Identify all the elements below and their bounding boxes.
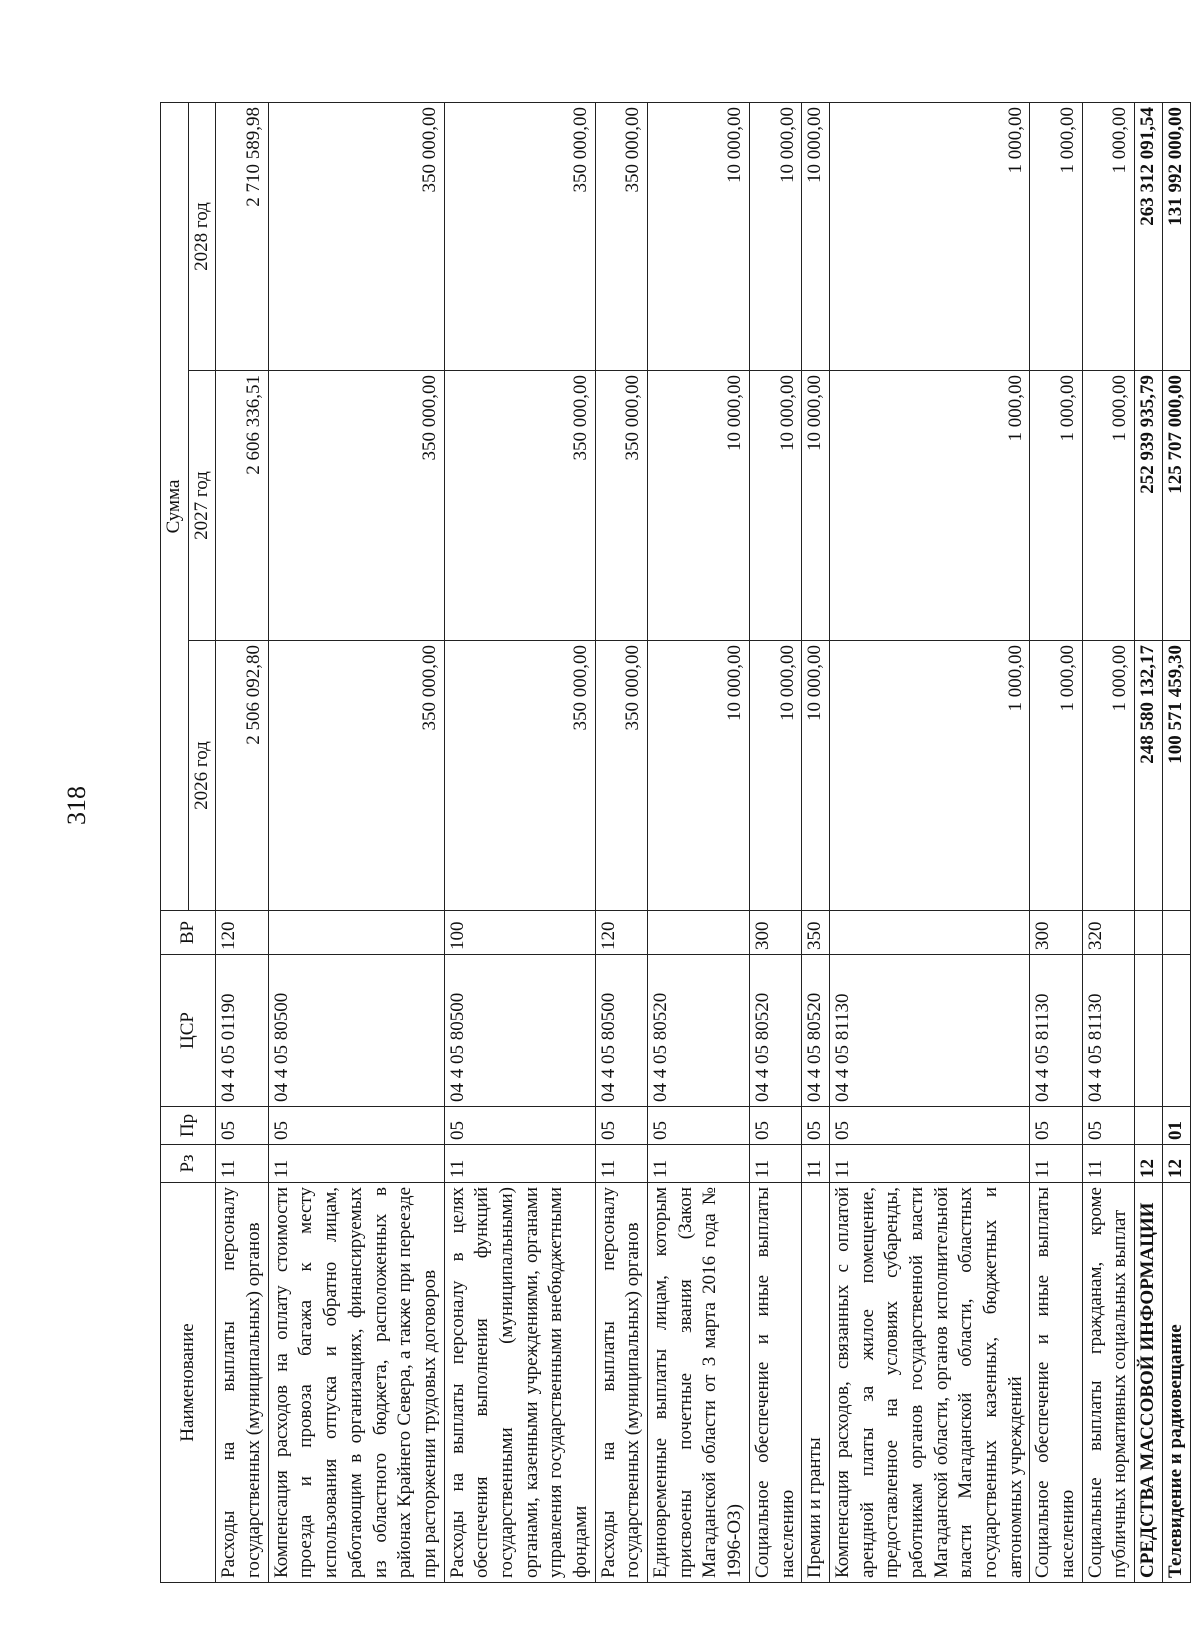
table-cell-2026: 350 000,00 xyxy=(444,641,595,911)
table-cell-2028: 350 000,00 xyxy=(595,103,647,371)
table-cell-2026: 2 506 092,80 xyxy=(216,641,268,911)
table-cell-csr xyxy=(1162,955,1190,1107)
header-2028: 2028 год xyxy=(188,103,216,371)
table-cell-rz: 11 xyxy=(216,1145,268,1183)
table-cell-pr: 05 xyxy=(595,1107,647,1145)
table-cell-rz: 11 xyxy=(829,1145,1030,1183)
table-cell-vr: 120 xyxy=(595,911,647,955)
header-2027: 2027 год xyxy=(188,371,216,641)
table-cell-csr: 04 4 05 81130 xyxy=(829,955,1030,1107)
table-cell-2027: 252 939 935,79 xyxy=(1135,371,1163,641)
table-cell-rz: 11 xyxy=(1030,1145,1082,1183)
table-cell-pr: 05 xyxy=(268,1107,444,1145)
table-cell-rz: 11 xyxy=(749,1145,801,1183)
table-cell-pr: 05 xyxy=(648,1107,750,1145)
table-cell-2027: 125 707 000,00 xyxy=(1162,371,1190,641)
table-row xyxy=(1082,103,1134,1583)
table-cell-rz: 12 xyxy=(1162,1145,1190,1183)
table-cell-2027: 1 000,00 xyxy=(1082,371,1134,641)
table-cell-pr: 05 xyxy=(1082,1107,1134,1145)
table-cell-rz: 11 xyxy=(802,1145,830,1183)
table-cell-2027: 1 000,00 xyxy=(1030,371,1082,641)
table-cell-vr: 350 xyxy=(802,911,830,955)
table-cell-csr: 04 4 05 01190 xyxy=(216,955,268,1107)
table-cell-2028: 10 000,00 xyxy=(802,103,830,371)
table-body xyxy=(216,103,1190,1583)
table-cell-2026: 10 000,00 xyxy=(648,641,750,911)
table-cell-vr xyxy=(268,911,444,955)
table-cell-2026: 1 000,00 xyxy=(1030,641,1082,911)
table-cell-name: Социальное обеспечение и иные выплаты населению xyxy=(1030,1183,1082,1583)
table-cell-name: Расходы на выплаты персоналу в целях обеспечения выполнения функций государственными (муниципальными) органами, казенными учреждениями, органами управления государственными внебюджетными фондами xyxy=(444,1183,595,1583)
table-cell-name: Компенсация расходов, связанных с оплатой арендной платы за жилое помещение, предоставленное на условиях субаренды, работникам органов государственной власти Магаданской области, органов исполнительной власти Магаданской области, областных государственных казенных, бюджетных и автономных учреждений xyxy=(829,1183,1030,1583)
table-row xyxy=(648,103,750,1583)
table-cell-2028: 350 000,00 xyxy=(268,103,444,371)
table-cell-name: Социальное обеспечение и иные выплаты населению xyxy=(749,1183,801,1583)
table-cell-rz: 11 xyxy=(268,1145,444,1183)
table-cell-2026: 1 000,00 xyxy=(1082,641,1134,911)
table-cell-csr: 04 4 05 80500 xyxy=(268,955,444,1107)
table-cell-2027: 1 000,00 xyxy=(829,371,1030,641)
table-cell-csr: 04 4 05 81130 xyxy=(1030,955,1082,1107)
table-cell-pr: 05 xyxy=(829,1107,1030,1145)
header-name: Наименование xyxy=(161,1183,216,1583)
table-cell-name: Расходы на выплаты персоналу государственных (муниципальных) органов xyxy=(216,1183,268,1583)
table-cell-name: СРЕДСТВА МАССОВОЙ ИНФОРМАЦИИ xyxy=(1135,1183,1163,1583)
table-cell-2028: 2 710 589,98 xyxy=(216,103,268,371)
table-cell-2026: 10 000,00 xyxy=(749,641,801,911)
header-sum: Сумма xyxy=(161,103,189,911)
table-cell-2027: 10 000,00 xyxy=(802,371,830,641)
table-cell-pr: 05 xyxy=(444,1107,595,1145)
table-row xyxy=(1030,103,1082,1583)
table-cell-csr: 04 4 05 80520 xyxy=(648,955,750,1107)
table-cell-2027: 2 606 336,51 xyxy=(216,371,268,641)
table-cell-csr: 04 4 05 80500 xyxy=(444,955,595,1107)
budget-table xyxy=(160,102,1191,1583)
table-cell-vr: 120 xyxy=(216,911,268,955)
table-cell-2027: 10 000,00 xyxy=(648,371,750,641)
table-cell-2026: 350 000,00 xyxy=(595,641,647,911)
table-cell-2028: 10 000,00 xyxy=(648,103,750,371)
table-cell-vr: 100 xyxy=(444,911,595,955)
table-cell-vr: 320 xyxy=(1082,911,1134,955)
table-cell-pr: 05 xyxy=(216,1107,268,1145)
table-cell-2028: 1 000,00 xyxy=(829,103,1030,371)
table-cell-csr: 04 4 05 80520 xyxy=(802,955,830,1107)
table-cell-vr xyxy=(829,911,1030,955)
table-row xyxy=(268,103,444,1583)
table-cell-pr: 05 xyxy=(749,1107,801,1145)
table-cell-2028: 263 312 091,54 xyxy=(1135,103,1163,371)
table-cell-2026: 350 000,00 xyxy=(268,641,444,911)
table-cell-csr: 04 4 05 81130 xyxy=(1082,955,1134,1107)
table-cell-pr: 05 xyxy=(802,1107,830,1145)
table-cell-vr xyxy=(648,911,750,955)
table-cell-name: Расходы на выплаты персоналу государственных (муниципальных) органов xyxy=(595,1183,647,1583)
table-cell-csr xyxy=(1135,955,1163,1107)
page-number: 318 xyxy=(62,786,91,825)
table-row xyxy=(216,103,268,1583)
table-cell-name: Компенсация расходов на оплату стоимости проезда и провоза багажа к месту использования отпуска и обратно лицам, работающим в организациях, финансируемых из областного бюджета, расположенных в районах Крайнего Севера, а также при переезде при расторжении трудовых договоров xyxy=(268,1183,444,1583)
table-cell-2028: 1 000,00 xyxy=(1030,103,1082,371)
table-cell-2027: 350 000,00 xyxy=(268,371,444,641)
table-cell-pr: 05 xyxy=(1030,1107,1082,1145)
table-cell-pr: 01 xyxy=(1162,1107,1190,1145)
table-cell-2026: 248 580 132,17 xyxy=(1135,641,1163,911)
table-cell-2026: 10 000,00 xyxy=(802,641,830,911)
table-cell-vr xyxy=(1135,911,1163,955)
table-cell-pr xyxy=(1135,1107,1163,1145)
header-pr: Пр xyxy=(161,1107,216,1145)
table-cell-rz: 11 xyxy=(595,1145,647,1183)
table-cell-2027: 350 000,00 xyxy=(595,371,647,641)
table-cell-name: Социальные выплаты гражданам, кроме публичных нормативных социальных выплат xyxy=(1082,1183,1134,1583)
table-cell-2026: 1 000,00 xyxy=(829,641,1030,911)
table-cell-2027: 350 000,00 xyxy=(444,371,595,641)
table-cell-2026: 100 571 459,30 xyxy=(1162,641,1190,911)
table-cell-csr: 04 4 05 80500 xyxy=(595,955,647,1107)
header-rz: Рз xyxy=(161,1145,216,1183)
rotated-table-container xyxy=(160,103,1186,1583)
table-cell-rz: 11 xyxy=(1082,1145,1134,1183)
table-cell-name: Телевидение и радиовещание xyxy=(1162,1183,1190,1583)
table-cell-2028: 10 000,00 xyxy=(749,103,801,371)
table-row xyxy=(1135,103,1163,1583)
table-cell-csr: 04 4 05 80520 xyxy=(749,955,801,1107)
table-cell-rz: 11 xyxy=(648,1145,750,1183)
table-cell-2027: 10 000,00 xyxy=(749,371,801,641)
table-cell-rz: 11 xyxy=(444,1145,595,1183)
table-cell-name: Единовременные выплаты лицам, которым присвоены почетные звания (Закон Магаданской области от 3 марта 2016 года № 1996-ОЗ) xyxy=(648,1183,750,1583)
table-row xyxy=(829,103,1030,1583)
table-cell-vr xyxy=(1162,911,1190,955)
table-row xyxy=(595,103,647,1583)
header-csr: ЦСР xyxy=(161,955,216,1107)
header-vr: ВР xyxy=(161,911,216,955)
table-cell-2028: 1 000,00 xyxy=(1082,103,1134,371)
table-row xyxy=(1162,103,1190,1583)
table-cell-name: Премии и гранты xyxy=(802,1183,830,1583)
table-cell-2028: 131 992 000,00 xyxy=(1162,103,1190,371)
table-row xyxy=(749,103,801,1583)
table-row xyxy=(444,103,595,1583)
table-cell-vr: 300 xyxy=(1030,911,1082,955)
table-cell-2028: 350 000,00 xyxy=(444,103,595,371)
table-cell-vr: 300 xyxy=(749,911,801,955)
table-cell-rz: 12 xyxy=(1135,1145,1163,1183)
table-row xyxy=(802,103,830,1583)
header-2026: 2026 год xyxy=(188,641,216,911)
